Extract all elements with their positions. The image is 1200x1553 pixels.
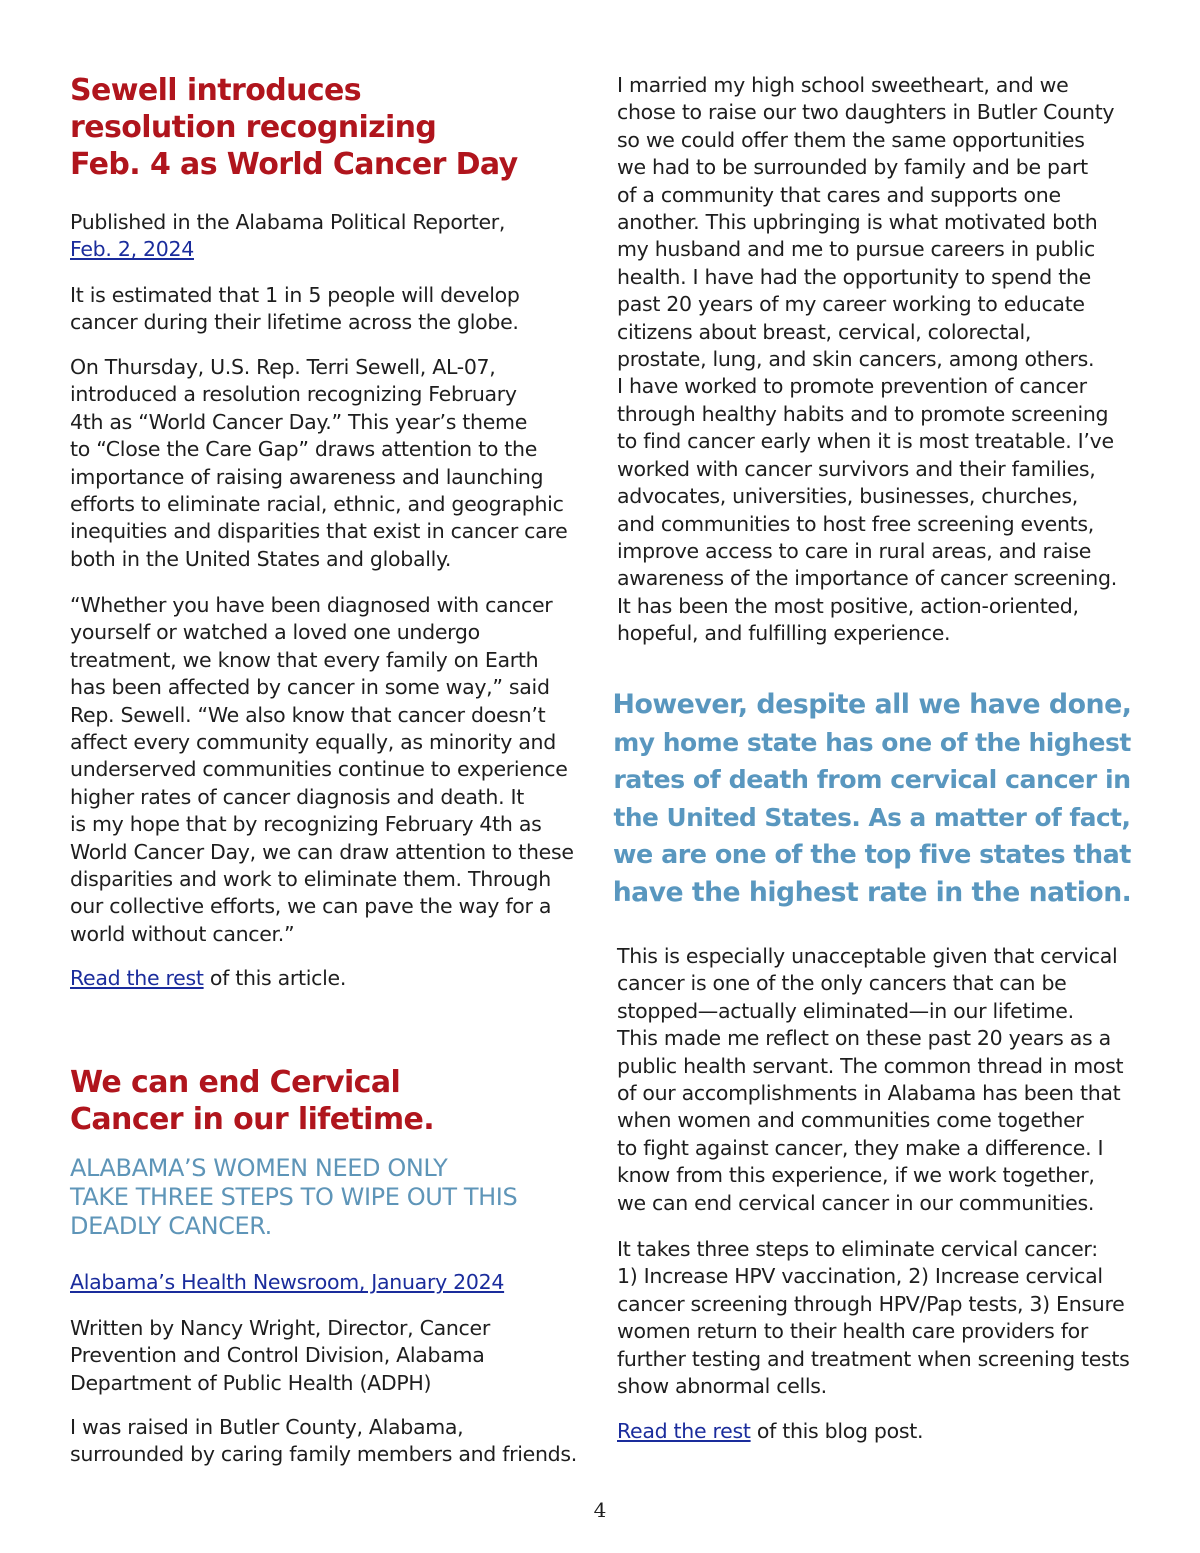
pull-quote-line: have the highest rate in the nation. (612, 876, 1132, 908)
text-line: to find cancer early when it is most treatable. I’ve (617, 429, 1114, 454)
text-line: 1) Increase HPV vaccination, 2) Increase cervical (617, 1264, 1103, 1289)
headline-line: resolution recognizing (70, 110, 437, 145)
text-line: awareness of the importance of cancer screening. (617, 566, 1117, 591)
page-number: 4 (593, 1498, 607, 1522)
text-line: women return to their health care providers for (617, 1319, 1089, 1344)
text-line: cancer screening through HPV/Pap tests, 3) Ensure (617, 1291, 1125, 1316)
text-line: so we could offer them the same opportunities (617, 127, 1085, 152)
text-line: Department of Public Health (ADPH) (70, 1370, 432, 1395)
pull-quote-line: However, despite all we have done, (612, 689, 1132, 720)
publication-date-link[interactable]: Feb. 2, 2024 (70, 237, 194, 262)
text-line: prostate, lung, and skin cancers, among others. (617, 347, 1095, 372)
text-line: importance of raising awareness and launching (70, 464, 544, 489)
text-line: underserved communities continue to experience (70, 757, 568, 782)
text-line: I have worked to promote prevention of cancer (617, 374, 1087, 399)
article2-read-more (617, 1418, 923, 1445)
text-line: and communities to host free screening events, (617, 511, 1095, 536)
article2-para4 (617, 1236, 1130, 1400)
text-line: to “Close the Care Gap” draws attention to the (70, 437, 538, 462)
text-line: Rep. Sewell. “We also know that cancer doesn’t (70, 702, 546, 727)
text-line: 4th as “World Cancer Day.” This year’s theme (70, 409, 528, 434)
text-line: has been affected by cancer in some way,” said (70, 675, 550, 700)
text-line: inequities and disparities that exist in cancer care (70, 519, 568, 544)
text-line: affect every community equally, as minority and (70, 730, 556, 755)
text-line: worked with cancer survivors and their families, (617, 456, 1096, 481)
article2-byline (70, 1315, 490, 1397)
pull-quote-line: rates of death from cervical cancer in (613, 765, 1131, 795)
text-line: advocates, universities, businesses, churches, (617, 484, 1078, 509)
text-line: “Whether you have been diagnosed with cancer (70, 593, 553, 617)
article2-para2 (617, 72, 1117, 648)
text-line: public health servant. The common thread in most (617, 1053, 1124, 1078)
article1-publication (70, 209, 505, 264)
text-line: both in the United States and globally. (70, 546, 452, 571)
text-line: world without cancer.” (70, 921, 295, 946)
text-line: This made me reflect on these past 20 years as a (617, 1026, 1111, 1051)
article2-headline (70, 1064, 590, 1138)
article1-read-more (70, 965, 346, 992)
text-line: my husband and me to pursue careers in public (617, 237, 1095, 262)
article2-source (70, 1269, 504, 1296)
read-more-suffix: of this blog post. (750, 1419, 924, 1443)
text-line: yourself or watched a loved one undergo (70, 620, 480, 645)
pull-quote-line: my home state has one of the highest (613, 727, 1131, 757)
text-line: surrounded by caring family members and friends. (70, 1442, 577, 1467)
read-the-rest-link[interactable]: Read the rest (70, 966, 204, 990)
text-line: of a community that cares and supports one (617, 182, 1061, 207)
text-line: hopeful, and fulfilling experience. (617, 621, 951, 646)
text-line: On Thursday, U.S. Rep. Terri Sewell, AL-07, (70, 355, 496, 379)
source-link[interactable]: Alabama’s Health Newsroom, January 2024 (70, 1270, 505, 1294)
subhead-line: TAKE THREE STEPS TO WIPE OUT THIS (70, 1183, 518, 1211)
text-line: treatment, we know that every family on Earth (70, 647, 539, 672)
text-line: another. This upbringing is what motivated both (617, 210, 1098, 235)
headline-line: We can end Cervical (70, 1065, 401, 1100)
text-line: Prevention and Control Division, Alabama (70, 1343, 485, 1368)
text-line: through healthy habits and to promote screening (617, 401, 1109, 426)
text-line: It takes three steps to eliminate cervical cancer: (617, 1237, 1098, 1261)
text-line: disparities and work to eliminate them. Through (70, 867, 551, 892)
text-line: chose to raise our two daughters in Butler County (617, 100, 1115, 125)
text-line: when women and communities come together (617, 1108, 1084, 1133)
text-line: we can end cervical cancer in our communities. (617, 1190, 1095, 1215)
headline-line: Feb. 4 as World Cancer Day (70, 147, 518, 182)
text-line: health. I have had the opportunity to spend the (617, 264, 1091, 289)
text-line: higher rates of cancer diagnosis and death. It (70, 784, 525, 809)
text-line: cancer during their lifetime across the globe. (70, 310, 519, 335)
text-line: introduced a resolution recognizing February (70, 382, 517, 407)
text-line: World Cancer Day, we can draw attention to these (70, 839, 574, 864)
article2-para3 (617, 943, 1123, 1217)
article2-para1 (70, 1414, 577, 1469)
article1-para1 (70, 282, 520, 337)
text-line: I married my high school sweetheart, and we (617, 73, 1069, 97)
text-line: to fight against cancer, they make a difference. I (617, 1135, 1104, 1160)
text-line: It has been the most positive, action-oriented, (617, 593, 1079, 618)
article1-headline (70, 72, 590, 183)
text-line: It is estimated that 1 in 5 people will develop (70, 283, 520, 307)
text-line: of our accomplishments in Alabama has been that (617, 1081, 1121, 1106)
article1-para2 (70, 354, 567, 573)
text-line: Written by Nancy Wright, Director, Cancer (70, 1316, 490, 1340)
text-line: know from this experience, if we work together, (617, 1163, 1095, 1188)
headline-line: Sewell introduces (70, 73, 362, 108)
headline-line: Cancer in our lifetime. (70, 1102, 435, 1137)
pull-quote (612, 686, 1132, 912)
article1-quote (70, 592, 574, 948)
text-line: This is especially unacceptable given that cervical (617, 944, 1118, 968)
text-line: efforts to eliminate racial, ethnic, and geographic (70, 492, 564, 517)
text-line: our collective efforts, we can pave the way for a (70, 894, 552, 919)
text-line: cancer is one of the only cancers that can be (617, 971, 1067, 996)
text-line: past 20 years of my career working to educate (617, 292, 1085, 317)
text-line: further testing and treatment when screening tests (617, 1346, 1130, 1371)
pull-quote-line: the United States. As a matter of fact, (613, 802, 1131, 832)
publication-text: Published in the Alabama Political Reporter, (70, 210, 506, 234)
article2-subhead (70, 1154, 590, 1241)
text-line: citizens about breast, cervical, colorectal, (617, 319, 1032, 344)
subhead-line: ALABAMA’S WOMEN NEED ONLY (70, 1154, 448, 1182)
pull-quote-line: we are one of the top five states that (613, 839, 1131, 870)
text-line: improve access to care in rural areas, and raise (617, 538, 1092, 563)
read-more-suffix: of this article. (203, 966, 347, 990)
subhead-line: DEADLY CANCER. (70, 1212, 272, 1240)
read-the-rest-link[interactable]: Read the rest (617, 1419, 751, 1443)
text-line: we had to be surrounded by family and be part (617, 155, 1088, 180)
text-line: I was raised in Butler County, Alabama, (70, 1415, 464, 1439)
text-line: show abnormal cells. (617, 1374, 827, 1399)
text-line: stopped—actually eliminated—in our lifetime. (617, 998, 1074, 1023)
text-line: is my hope that by recognizing February 4th as (70, 812, 542, 837)
